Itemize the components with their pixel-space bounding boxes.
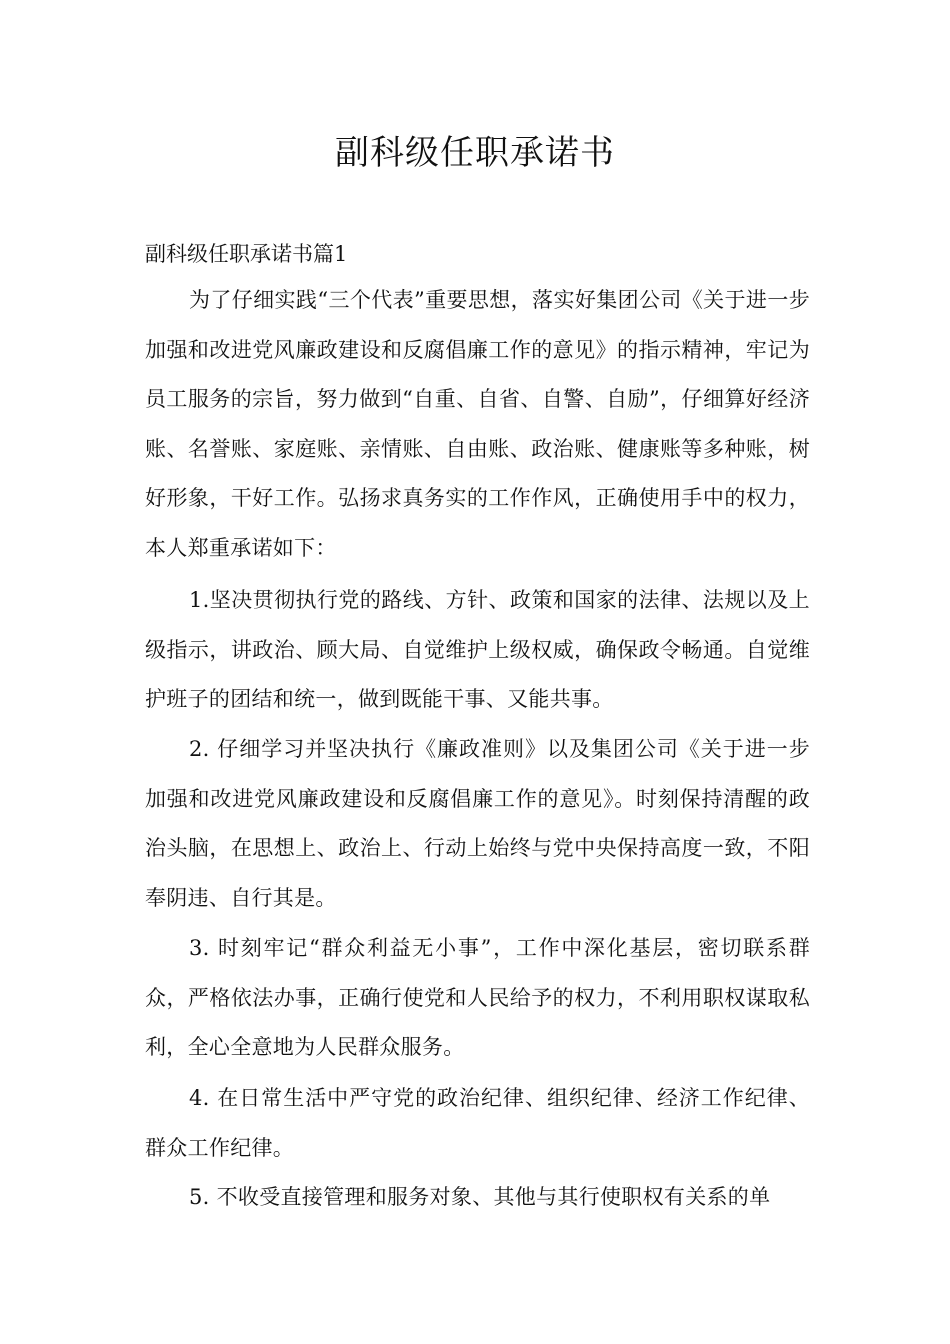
commitment-item-1: 1.坚决贯彻执行党的路线、方针、政策和国家的法律、法规以及上级指示，讲政治、顾大局、自觉维护上级权威，确保政令畅通。自觉维护班子的团结和统一，做到既能干事、又能共事。 xyxy=(145,588,810,711)
commitment-item-2: 2. 仔细学习并坚决执行《廉政准则》以及集团公司《关于进一步加强和改进党风廉政建设和反腐倡廉工作的意见》。时刻保持清醒的政治头脑，在思想上、政治上、行动上始终与党中央保持高度一致，不阳奉阴违、自行其是。 xyxy=(145,737,810,910)
commitment-item-5: 5. 不收受直接管理和服务对象、其他与其行使职权有关系的单 xyxy=(189,1185,771,1209)
document-title: 副科级任职承诺书 xyxy=(335,133,615,173)
commitment-item-3: 3. 时刻牢记“群众利益无小事”，工作中深化基层，密切联系群众，严格依法办事，正确行使党和人民给予的权力，不利用职权谋取私利，全心全意地为人民群众服务。 xyxy=(145,936,810,1059)
intro-paragraph: 为了仔细实践“三个代表”重要思想，落实好集团公司《关于进一步加强和改进党风廉政建设和反腐倡廉工作的意见》的指示精神，牢记为员工服务的宗旨，努力做到“自重、自省、自警、自励”，仔细算好经济账、名誉账、家庭账、亲情账、自由账、政治账、健康账等多种账，树好形象，干好工作。弘扬求真务实的工作作风，正确使用手中的权力，本人郑重承诺如下： xyxy=(145,288,810,560)
section-subtitle: 副科级任职承诺书篇1 xyxy=(145,242,348,266)
commitment-item-4: 4. 在日常生活中严守党的政治纪律、组织纪律、经济工作纪律、群众工作纪律。 xyxy=(145,1086,810,1160)
